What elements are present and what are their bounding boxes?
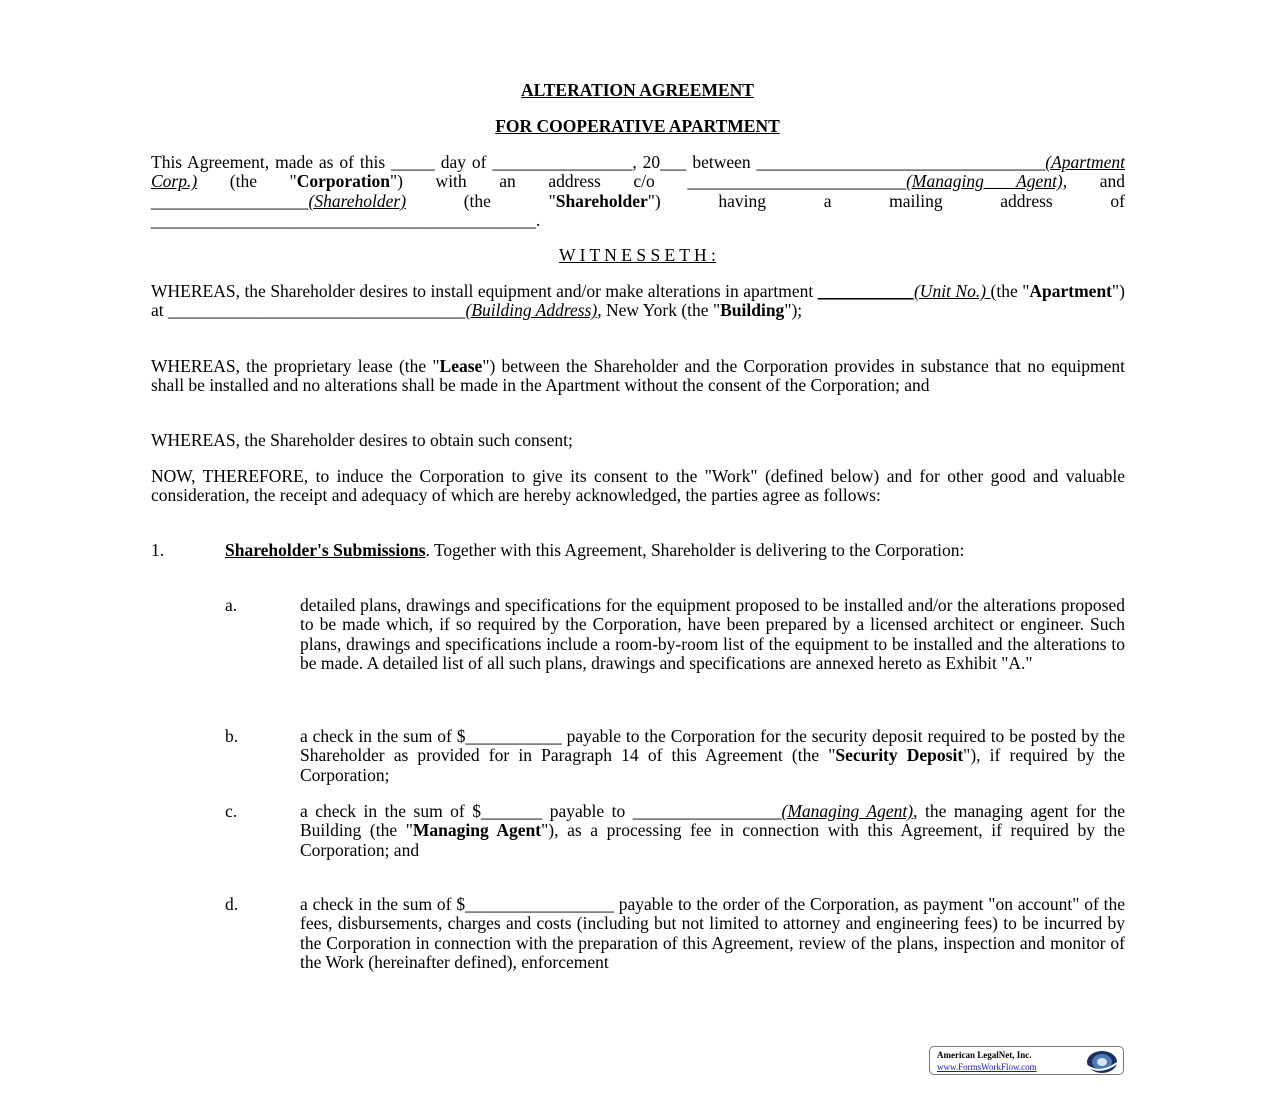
intro-paragraph xyxy=(151,153,1125,230)
witnesseth-heading: W I T N E S S E T H : xyxy=(559,245,716,265)
section-1-text xyxy=(225,541,1125,560)
item-b-text xyxy=(300,727,1125,785)
security-deposit-term: Security Deposit xyxy=(835,745,964,766)
section-heading: Shareholder's Submissions xyxy=(225,540,426,560)
section-body: . Together with this Agreement, Shareholder is delivering to the Corporation: xyxy=(425,540,965,560)
item-d-label: d. xyxy=(225,894,239,914)
whereas1-text-1: WHEREAS, the Shareholder desires to install equipment and/or make alterations in apartment xyxy=(151,281,818,301)
item-c-label: c. xyxy=(225,801,238,821)
managing-agent-term: Managing Agent xyxy=(412,820,542,841)
intro-text-3: ") with an address c/o _________________________ xyxy=(390,171,907,192)
intro-text-4: and __________________ xyxy=(151,171,1125,211)
item-b-label: b. xyxy=(225,726,239,746)
shareholder-term: Shareholder xyxy=(555,190,648,211)
item-b-text-1: a check in the sum of $___________ payable to the Corporation for the security deposit required to be posted by the Shareholder as provided for in Paragraph 14 of this Agreement (the " xyxy=(300,726,1125,766)
shareholder-label: (Shareholder) xyxy=(308,190,407,211)
intro-text-1: This Agreement, made as of this _____ day of ________________, 20___ between _________________________________ xyxy=(151,152,1046,172)
intro-text-6: ") having a mailing address of ____________________________________________. xyxy=(151,190,1125,230)
whereas1-text-3: ") at __________________________________ xyxy=(151,281,1125,321)
item-c-text-1: a check in the sum of $_______ payable to _________________ xyxy=(300,801,782,821)
whereas-paragraph-1 xyxy=(151,282,1125,321)
intro-text-2: (the " xyxy=(197,171,297,192)
lease-term: Lease xyxy=(439,356,483,376)
whereas2-text-1: WHEREAS, the proprietary lease (the " xyxy=(151,356,440,376)
globe-logo-icon xyxy=(1083,1049,1119,1074)
managing-agent-label: (Managing Agent), xyxy=(906,171,1068,192)
item-c-text-3: "), as a processing fee in connection with this Agreement, if required by the Corporation; and xyxy=(300,820,1125,860)
apartment-term: Apartment xyxy=(1029,281,1113,301)
item-a-text: detailed plans, drawings and specifications for the equipment proposed to be installed and/or the alterations proposed to be made which, if so required by the Corporation, have been prepared by a licensed architect or engineer. Such plans, drawings and specifications include a room-by-room list of the equipment to be installed and the alterations to be made. A detailed list of all such plans, drawings and specifications are annexed hereto as Exhibit "A." xyxy=(300,595,1125,673)
corporation-term: Corporation xyxy=(296,171,391,192)
building-address-label: (Building Address) xyxy=(465,300,598,321)
item-d-text: a check in the sum of $_________________ payable to the order of the Corporation, as payment "on account" of the fees, disbursements, charges and costs (including but not limited to attorney and engineering fees) to be incurred by the Corporation in connection with the preparation of this Agreement, review of the plans, inspection and monitor of the Work (hereinafter defined), enforcement xyxy=(300,894,1125,972)
whereas2-text-2: ") between the Shareholder and the Corporation provides in substance that no equipment shall be installed and no alterations shall be made in the Apartment without the consent of the Corporation; and xyxy=(151,356,1125,396)
footer-logo xyxy=(929,1046,1124,1075)
footer-company: American LegalNet, Inc. xyxy=(937,1050,1032,1060)
item-b-text-2: "), if required by the Corporation; xyxy=(300,745,1125,785)
document-title: ALTERATION AGREEMENT xyxy=(521,80,754,100)
section-number: 1. xyxy=(151,540,165,560)
footer-url[interactable]: www.FormsWorkFlow.com xyxy=(937,1062,1037,1072)
whereas1-text-5: "); xyxy=(784,300,803,321)
whereas-paragraph-3: WHEREAS, the Shareholder desires to obtain such consent; xyxy=(151,430,573,450)
item-a-label: a. xyxy=(225,595,238,615)
document-subtitle: FOR COOPERATIVE APARTMENT xyxy=(495,116,780,136)
item-c-text xyxy=(300,802,1125,860)
whereas-paragraph-2 xyxy=(151,357,1125,396)
whereas1-text-2: (the " xyxy=(990,281,1030,301)
intro-text-5: (the " xyxy=(406,190,556,211)
now-therefore-paragraph: NOW, THEREFORE, to induce the Corporation to give its consent to the "Work" (defined below) and for other good and valuable consideration, the receipt and adequacy of which are hereby acknowledged, the parties agree as follows: xyxy=(151,466,1125,506)
item-c-text-2: , the managing agent for the Building (the " xyxy=(300,801,1125,841)
managing-agent-italic: (Managing Agent) xyxy=(781,801,914,821)
apartment-corp-label: (Apartment Corp.) xyxy=(151,152,1125,192)
building-term: Building xyxy=(720,300,785,321)
unit-no-label: ___________(Unit No.) xyxy=(817,281,991,301)
whereas1-text-4: , New York (the " xyxy=(597,300,721,321)
